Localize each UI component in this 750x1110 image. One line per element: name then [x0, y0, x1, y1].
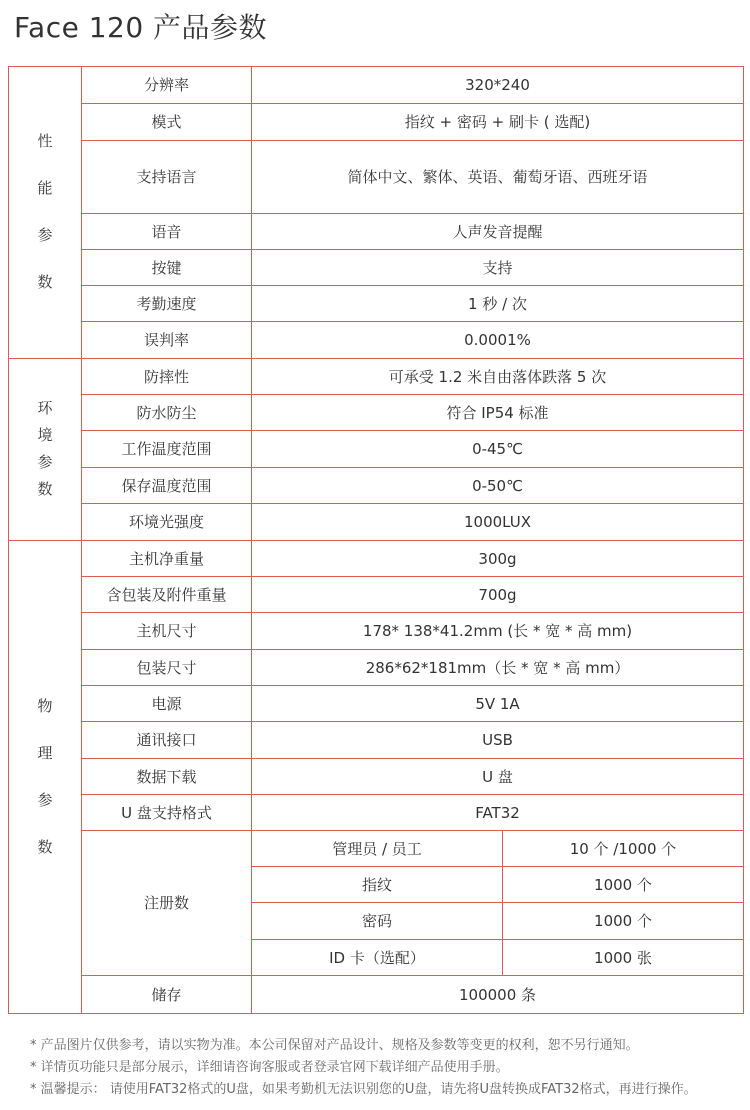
- spec-value: FAT32: [252, 795, 744, 831]
- table-row: [9, 468, 744, 504]
- spec-label: 模式: [82, 104, 252, 141]
- table-row: [9, 322, 744, 359]
- registration-type: 密码: [252, 903, 503, 940]
- table-row: [9, 759, 744, 795]
- spec-label: 主机尺寸: [82, 613, 252, 650]
- spec-label: 储存: [82, 976, 252, 1014]
- spec-value: 支持: [252, 250, 744, 286]
- spec-label: 包装尺寸: [82, 650, 252, 686]
- spec-label: 主机净重量: [82, 541, 252, 577]
- section-label-performance: 性 能 参 数: [9, 67, 82, 359]
- table-row: [9, 976, 744, 1014]
- table-row: [9, 395, 744, 431]
- spec-label: 防水防尘: [82, 395, 252, 431]
- spec-label: 考勤速度: [82, 286, 252, 322]
- registration-type: 指纹: [252, 867, 503, 903]
- table-row: [9, 214, 744, 250]
- spec-value: 简体中文、繁体、英语、葡萄牙语、西班牙语: [252, 141, 744, 214]
- page-title: Face 120 产品参数: [14, 11, 268, 44]
- spec-value: 0.0001%: [252, 322, 744, 359]
- table-row: [9, 613, 744, 650]
- table-row: [9, 541, 744, 577]
- spec-label: 分辨率: [82, 67, 252, 104]
- table-row: [9, 250, 744, 286]
- spec-value: 320*240: [252, 67, 744, 104]
- registration-count: 1000 个: [503, 903, 744, 940]
- spec-value: 700g: [252, 577, 744, 613]
- table-row: [9, 650, 744, 686]
- spec-label: 数据下载: [82, 759, 252, 795]
- table-row: [9, 286, 744, 322]
- spec-value: 0-50℃: [252, 468, 744, 504]
- spec-label: 工作温度范围: [82, 431, 252, 468]
- spec-value: 符合 IP54 标准: [252, 395, 744, 431]
- spec-label: 防摔性: [82, 359, 252, 395]
- table-row: [9, 686, 744, 722]
- spec-label: 按键: [82, 250, 252, 286]
- registration-type: 管理员 / 员工: [252, 831, 503, 867]
- spec-value: 286*62*181mm（长 * 宽 * 高 mm）: [252, 650, 744, 686]
- footer-notes: [30, 1035, 697, 1101]
- spec-label: 语音: [82, 214, 252, 250]
- registration-count: 1000 张: [503, 940, 744, 976]
- footer-note: * 产品图片仅供参考，请以实物为准。本公司保留对产品设计、规格及参数等变更的权利，恕不另行通知。: [30, 1038, 639, 1053]
- table-row: [9, 359, 744, 395]
- table-row: [9, 504, 744, 541]
- spec-value: 人声发音提醒: [252, 214, 744, 250]
- spec-label: 误判率: [82, 322, 252, 359]
- footer-note: * 温馨提示： 请使用FAT32格式的U盘，如果考勤机无法识别您的U盘，请先将U盘转换成FAT32格式，再进行操作。: [30, 1082, 697, 1097]
- section-label-physical: 物 理 参 数: [9, 541, 82, 1014]
- spec-value: 可承受 1.2 米自由落体跌落 5 次: [252, 359, 744, 395]
- spec-value: U 盘: [252, 759, 744, 795]
- spec-value: 5V 1A: [252, 686, 744, 722]
- spec-value: 0-45℃: [252, 431, 744, 468]
- table-row: [9, 831, 744, 867]
- spec-label: 保存温度范围: [82, 468, 252, 504]
- footer-note: * 详情页功能只是部分展示，详细请咨询客服或者登录官网下载详细产品使用手册。: [30, 1060, 509, 1075]
- table-row: [9, 577, 744, 613]
- registration-count: 10 个 /1000 个: [503, 831, 744, 867]
- spec-value: 1 秒 / 次: [252, 286, 744, 322]
- spec-value: 300g: [252, 541, 744, 577]
- spec-value: USB: [252, 722, 744, 759]
- spec-value: 178* 138*41.2mm (长 * 宽 * 高 mm): [252, 613, 744, 650]
- spec-label: 环境光强度: [82, 504, 252, 541]
- spec-value: 1000LUX: [252, 504, 744, 541]
- spec-label: 电源: [82, 686, 252, 722]
- spec-value: 100000 条: [252, 976, 744, 1014]
- spec-label-registration: 注册数: [82, 831, 252, 976]
- registration-count: 1000 个: [503, 867, 744, 903]
- spec-label: U 盘支持格式: [82, 795, 252, 831]
- spec-table: [8, 66, 744, 1014]
- table-row: [9, 104, 744, 141]
- table-row: [9, 431, 744, 468]
- section-label-environment: 环 境 参 数: [9, 359, 82, 541]
- registration-type: ID 卡（选配）: [252, 940, 503, 976]
- spec-label: 含包装及附件重量: [82, 577, 252, 613]
- table-row: [9, 67, 744, 104]
- spec-value: 指纹 + 密码 + 刷卡 ( 选配): [252, 104, 744, 141]
- spec-label: 支持语言: [82, 141, 252, 214]
- table-row: [9, 795, 744, 831]
- table-row: [9, 141, 744, 214]
- spec-label: 通讯接口: [82, 722, 252, 759]
- table-row: [9, 722, 744, 759]
